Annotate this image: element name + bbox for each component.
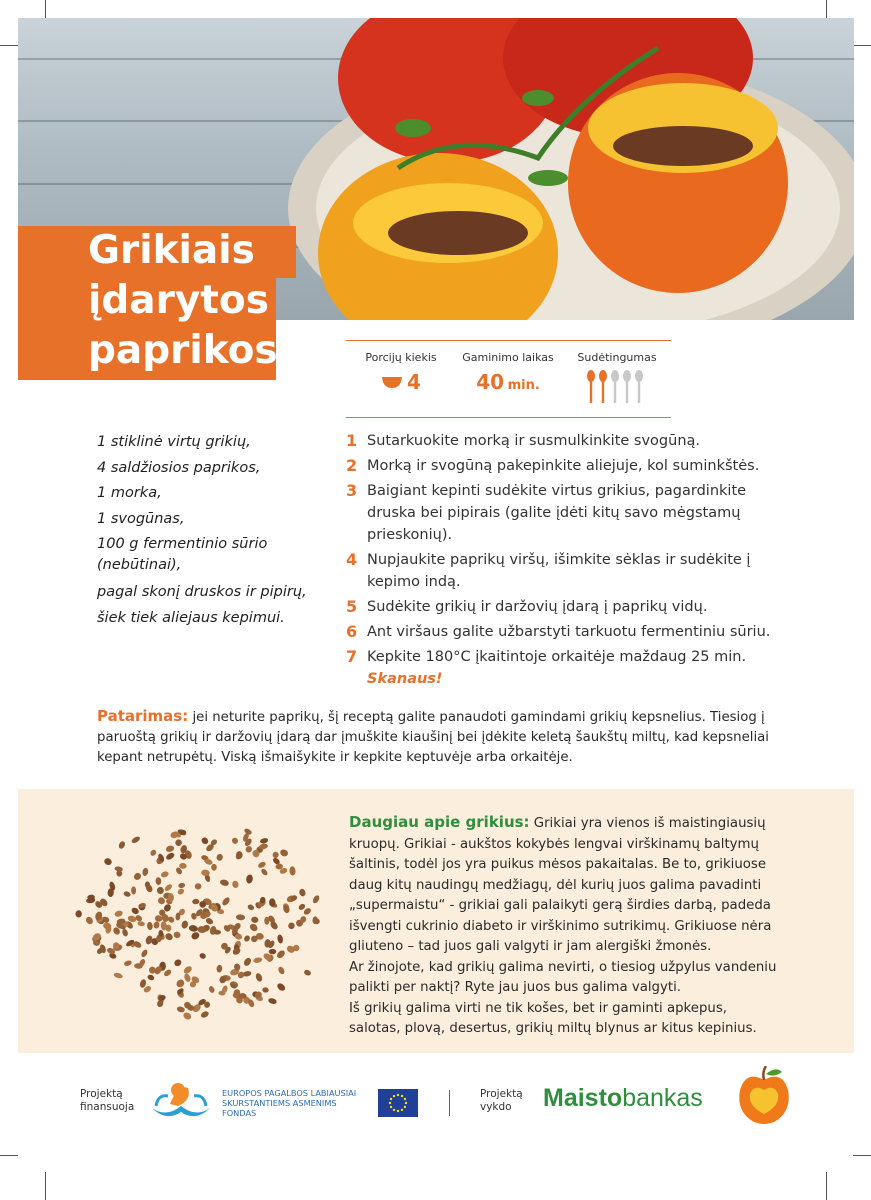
info-paragraph: Ar žinojote, kad grikių galima nevirti, o tiesiog užpylus vandeniu palikti per naktį? Ryte jau juos bus galima valgyti. [349,959,777,995]
difficulty-spoons [585,369,649,405]
step-number: 2 [346,456,358,475]
footer-divider [449,1090,450,1116]
fund-line: EUROPOS PAGALBOS LABIAUSIAI [222,1088,357,1098]
step-text: Baigiant kepinti sudėkite virtus grikius, pagardinkite druska bei pipirais (galite įdėti kitų savo mėgstamų prieskonių). [367,483,747,543]
step-item [346,596,796,618]
step-text: Sutarkuokite morką ir susmulkinkite svogūną. [367,433,701,449]
recipe-stats [346,340,671,418]
step-text: Sudėkite grikių ir daržovių įdarą į paprikų vidų. [367,599,708,615]
ingredient-item: 1 morka, [97,485,162,501]
run-line: Projektą [480,1088,523,1100]
spoon-icon-empty [623,370,631,403]
crop-mark [853,45,871,46]
ingredient-item: šiek tiek aliejaus kepimui. [97,609,285,626]
step-text: Kepkite 180°C įkaitintoje orkaitėje maždaug 25 min. [367,649,747,665]
info-paragraph: Iš grikių galima virti ne tik košes, bet ir gaminti apkepus, salotas, plovą, desertus, grikių miltų blynus ar kitus kepinius. [349,1000,757,1036]
step-text: Ant viršaus galite užbarstyti tarkuotu fermentiniu sūriu. [367,624,771,640]
ingredient-item: 4 saldžiosios paprikos, [97,459,261,476]
fund-name [222,1088,356,1118]
title-line: Grikiais [88,228,255,273]
tip-label: Patarimas: [97,707,189,725]
step-number: 3 [346,481,358,500]
fund-line: FONDAS [222,1108,257,1118]
step-number: 6 [346,622,358,641]
info-label: Daugiau apie grikius: [349,813,530,831]
step-list [346,430,796,690]
spoon-icon-filled [599,370,607,403]
time-stat [458,351,558,394]
eu-flag-icon [378,1089,418,1117]
spoon-icon-empty [611,370,619,403]
fund-line: SKURSTANTIEMS ASMENIMS [222,1098,337,1108]
buckwheat-grains-illustration [18,789,328,1053]
step-item [346,549,796,593]
ingredient-item: 1 stiklinė virtų grikių, [97,434,251,450]
time-value: 40 [476,370,505,394]
crop-mark [826,0,827,18]
crop-mark [826,1172,827,1200]
ingredient-list [97,430,337,631]
step-number: 4 [346,550,358,569]
crop-mark [45,0,46,18]
crop-mark [853,1155,871,1156]
step-item [346,646,796,668]
servings-label: Porcijų kiekis [365,351,437,364]
ingredient-item: 1 svogūnas, [97,510,185,527]
difficulty-stat [572,351,662,408]
title-line: įdarytos [88,278,269,323]
run-by-label [480,1088,523,1114]
funded-by-label [80,1088,134,1114]
tip-paragraph [97,706,789,768]
step-number: 1 [346,431,358,450]
recipe-title [88,226,338,376]
title-line: paprikos [88,328,278,373]
maistobankas-logo-text [543,1084,703,1113]
closing-cheer: Skanaus! [367,671,443,687]
funded-line: finansuoja [80,1101,135,1113]
fund-logo-icon [148,1078,214,1122]
brand-rest: bankas [622,1084,703,1112]
step-item [346,430,796,452]
tip-text: jei neturite paprikų, šį receptą galite panaudoti gamindami grikių kepsnelius. Tiesiog į paruoštą grikių ir daržovių įdarą dar įmuškite kiaušinį bei įdėkite keletą šaukštų miltų, kad kepsneliai kepant netrupėtų. Viską išmaišykite ir kepkite keptuvėje arba orkaitėje. [97,710,769,765]
step-item [346,621,796,643]
step-item [346,480,796,546]
crop-mark [0,45,18,46]
info-paragraph: Grikiai yra vienos iš maistingiausių kruopų. Grikiai - aukštos kokybės lengvai virškinamų baltymų šaltinis, todėl jos yra puikus mėsos pakaitalas. Be to, grikiuose daug kitų naudingų medžiagų, dėl kurių juos galima pavadinti „supermaistu“ - grikiai gali palaikyti gerą širdies darbą, padeda išvengti cukrinio diabeto ir virškinimo sutrikimų. Grikiuose nėra gliuteno – tad juos gali valgyti ir jam alergiški žmonės. [349,816,772,954]
brand-bold: Maisto [543,1084,623,1112]
step-item [346,455,796,477]
time-unit: min. [507,378,540,393]
time-label: Gaminimo laikas [462,351,554,364]
info-text [349,812,781,1040]
funded-line: Projektą [80,1088,123,1100]
spoon-icon-empty [635,370,643,403]
difficulty-label: Sudėtingumas [577,351,657,364]
step-number: 5 [346,597,358,616]
ingredient-item: 100 g fermentinio sūrio (nebūtinai), [97,536,268,573]
crop-mark [0,1155,18,1156]
step-text: Morką ir svogūną pakepinkite aliejuje, kol suminkštės. [367,458,760,474]
spoon-icon-filled [587,370,595,403]
bowl-icon [381,375,403,389]
run-line: vykdo [480,1101,512,1113]
step-text: Nupjaukite paprikų viršų, išimkite sėklas ir sudėkite į kepimo indą. [367,552,751,590]
ingredient-item: pagal skonį druskos ir pipirų, [97,584,307,600]
apple-logo-icon [736,1066,792,1126]
servings-stat [356,351,446,394]
servings-value: 4 [407,370,421,394]
step-number: 7 [346,647,358,666]
crop-mark [45,1172,46,1200]
